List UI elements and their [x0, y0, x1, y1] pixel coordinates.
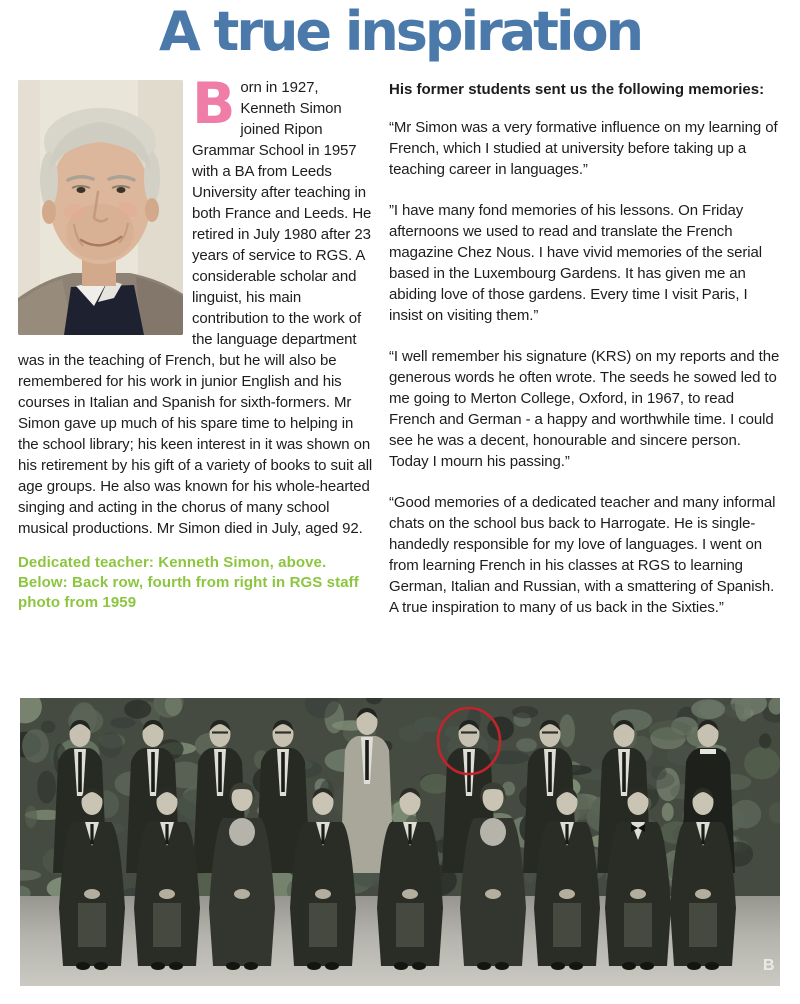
student-quote: “Mr Simon was a very formative influence on my learning of French, which I studied at university before taking up a teaching career in languages.” [389, 118, 778, 178]
drop-cap-letter: B [192, 70, 236, 137]
portrait-illustration [18, 80, 183, 335]
student-quote: “Good memories of a dedicated teacher and many informal chats on the school bus back to Harrogate. He is single-handedly responsible for my love of languages. I went on from learning French in his classes at RGS to learning German, Italian and Russian, with a smattering of Spanish. A true inspiration to many of us back in the Sixties.” [389, 493, 776, 616]
student-quote: ”I have many fond memories of his lessons. On Friday afternoons we used to read and translate the French magazine Chez Nous. I have vivid memories of the serial based in the Luxembourg Gardens. It has given me an abiding love of those gardens. Every time I visit Paris, I insist on visiting them.” [389, 201, 763, 324]
left-column [18, 70, 375, 638]
student-quote: “I well remember his signature (KRS) on my reports and the generous words he often wrote. The seeds he sowed led to me going to Merton College, Oxford, in 1967, to read French and German - a happy and worthwhile time. I could see he was a decent, honourable and sincere person. Today I mourn his passing.” [389, 347, 780, 470]
kenneth-simon-portrait-photo [18, 80, 183, 335]
photo-caption: Dedicated teacher: Kenneth Simon, above. Below: Back row, fourth from right in RGS staff photo from 1959 [18, 553, 359, 611]
photo-corner-label: B [763, 957, 775, 974]
page-title: A true inspiration [158, 0, 642, 63]
memories-header: His former students sent us the following memories: [389, 80, 765, 98]
biography-text: orn in 1927, Kenneth Simon joined Ripon Grammar School in 1957 with a BA from Leeds University after teaching in both France and Leeds. He retired in July 1980 after 23 years of service to RGS. A considerable scholar and linguist, his main contribution to the work of the language department was in the teaching of French, but he will also be remembered for his work in junior English and his courses in Italian and Spanish for sixth-formers. Mr Simon gave up much of his spare time to helping in the school library; his keen interest in it was shown on his retirement by his gift of a variety of books to suit all age groups. He also was known for his whole-hearted singing and acting in the chorus of many school musical productions. Mr Simon died in July, aged 92. [18, 78, 373, 537]
two-column-body [0, 70, 800, 638]
right-column [389, 77, 782, 638]
staff-photo-illustration [20, 698, 780, 986]
staff-group-photo [20, 698, 780, 986]
